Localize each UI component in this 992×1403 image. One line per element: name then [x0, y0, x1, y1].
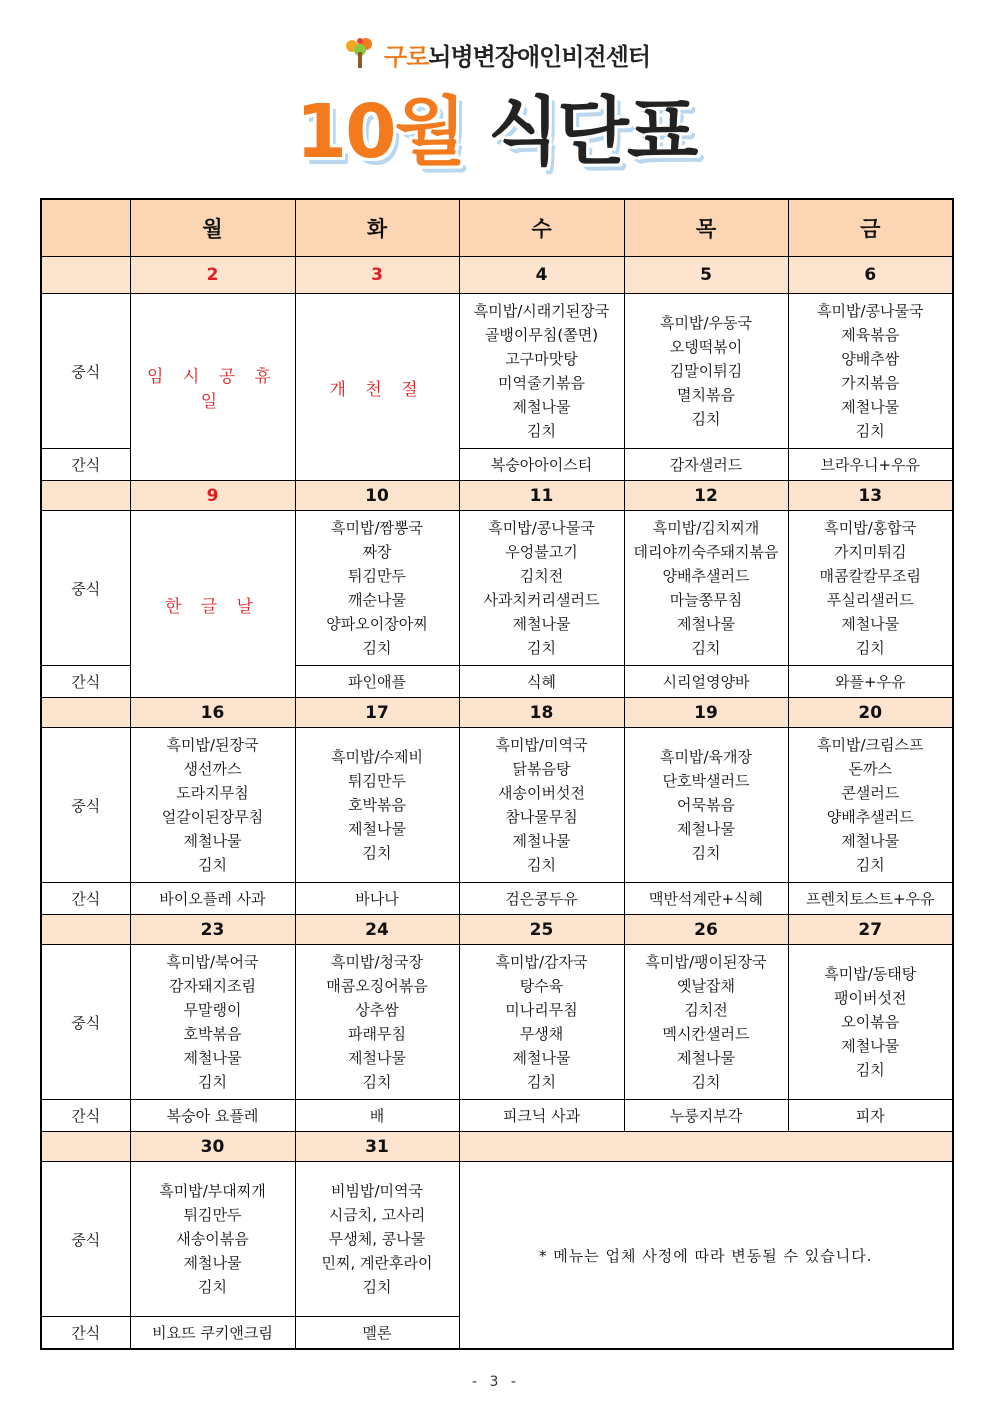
date-cell: 11 [459, 481, 624, 511]
menu-item: 제철나물 [512, 1049, 571, 1067]
menu-item: 고구마맛탕 [505, 350, 578, 368]
date-cell: 5 [624, 257, 788, 294]
date-cell: 12 [624, 481, 788, 511]
lunch-label: 중식 [41, 945, 130, 1100]
menu-item: 새송이버섯전 [498, 784, 585, 802]
day-header: 화 [295, 199, 459, 257]
menu-item: 매콤칼칼무조림 [819, 567, 921, 585]
menu-item: 김치전 [684, 1001, 728, 1019]
snack-cell: 바나나 [295, 883, 459, 915]
menu-item: 오이볶음 [841, 1013, 900, 1031]
menu-item: 김치 [527, 1073, 556, 1091]
menu-item: 사과치커리샐러드 [483, 591, 600, 609]
lunch-row [41, 945, 953, 1100]
menu-item: 무생체, 콩나물 [328, 1230, 426, 1248]
date-cell: 16 [130, 698, 295, 728]
menu-item: 흑미밥/김치찌개 [652, 519, 760, 537]
menu-item: 닭볶음탕 [512, 760, 571, 778]
menu-item: 흑미밥/미역국 [495, 736, 588, 754]
snack-label: 간식 [41, 1100, 130, 1132]
menu-item: 양파오이장아찌 [326, 615, 428, 633]
menu-item: 멕시칸샐러드 [662, 1025, 750, 1043]
snack-cell: 파인애플 [295, 666, 459, 698]
snack-label: 간식 [41, 666, 130, 698]
date-row [41, 257, 953, 294]
menu-item: 김치전 [519, 567, 564, 585]
menu-item: 짜장 [362, 543, 392, 561]
menu-item: 얼갈이된장무침 [161, 808, 264, 826]
menu-item: 흑미밥/홍합국 [824, 519, 917, 537]
menu-item: 흑미밥/콩나물국 [488, 519, 595, 537]
day-header: 월 [130, 199, 295, 257]
menu-cell [624, 511, 788, 666]
date-row [41, 698, 953, 728]
snack-cell: 누룽지부각 [624, 1100, 788, 1132]
lunch-row [41, 1162, 953, 1317]
menu-item: 호박볶음 [348, 796, 406, 814]
snack-cell: 복숭아 요플레 [130, 1100, 295, 1132]
menu-item: 제철나물 [677, 1049, 735, 1067]
lunch-row [41, 294, 953, 449]
menu-item: 김치 [362, 1278, 392, 1296]
menu-item: 무생채 [519, 1025, 564, 1043]
menu-item: 김치 [691, 410, 721, 428]
menu-cell [459, 511, 624, 666]
snack-cell: 맥반석계란+식혜 [624, 883, 788, 915]
menu-cell [130, 1162, 295, 1317]
menu-item: 골뱅이무침(쫄면) [484, 326, 599, 344]
menu-change-note: * 메뉴는 업체 사정에 따라 변동될 수 있습니다. [459, 1162, 953, 1350]
menu-item: 김치 [362, 1073, 392, 1091]
menu-item: 흑미밥/우동국 [660, 314, 752, 332]
menu-item: 흑미밥/감자국 [495, 953, 588, 971]
date-row [41, 915, 953, 945]
date-row-label [41, 915, 130, 945]
menu-cell [130, 728, 295, 883]
menu-item: 단호박샐러드 [662, 772, 750, 790]
snack-label: 간식 [41, 449, 130, 481]
menu-item: 흑미밥/동태탕 [824, 965, 917, 983]
page-title [0, 82, 992, 182]
menu-item: 탕수육 [519, 977, 564, 995]
menu-item: 어묵볶음 [677, 796, 735, 814]
menu-item: 김치 [855, 1061, 885, 1079]
date-cell: 27 [788, 915, 953, 945]
menu-item: 미역줄기볶음 [498, 374, 585, 392]
menu-item: 제철나물 [512, 398, 571, 416]
menu-item: 김치 [527, 639, 556, 657]
menu-cell [459, 945, 624, 1100]
menu-item: 푸실리샐러드 [826, 591, 914, 609]
snack-row [41, 1100, 953, 1132]
menu-item: 김치 [855, 639, 885, 657]
menu-item: 제철나물 [183, 832, 242, 850]
menu-item: 제철나물 [512, 832, 571, 850]
menu-item: 제철나물 [841, 398, 900, 416]
menu-item: 김치 [527, 422, 556, 440]
menu-item: 흑미밥/콩나물국 [817, 302, 924, 320]
menu-item: 도라지무침 [176, 784, 249, 802]
center-logo [0, 34, 992, 74]
menu-item: 흑미밥/부대찌개 [159, 1182, 266, 1200]
menu-cell [788, 511, 953, 666]
menu-item: 제철나물 [183, 1254, 242, 1272]
menu-cell [130, 945, 295, 1100]
menu-item: 제철나물 [677, 820, 735, 838]
menu-item: 김치 [198, 1278, 227, 1296]
date-row [41, 481, 953, 511]
menu-item: 가지볶음 [841, 374, 900, 392]
date-row-label [41, 257, 130, 294]
title-text: 식단표 [487, 89, 697, 175]
menu-item: 제철나물 [183, 1049, 242, 1067]
snack-cell: 피자 [788, 1100, 953, 1132]
menu-item: 무말랭이 [183, 1001, 242, 1019]
snack-cell: 감자샐러드 [624, 449, 788, 481]
menu-item: 시금치, 고사리 [328, 1206, 426, 1224]
menu-item: 흑미밥/크림스프 [817, 736, 924, 754]
menu-item: 새송이볶음 [176, 1230, 249, 1248]
menu-table [40, 198, 954, 1350]
menu-cell [624, 728, 788, 883]
date-cell: 23 [130, 915, 295, 945]
date-cell: 4 [459, 257, 624, 294]
menu-item: 우엉불고기 [505, 543, 578, 561]
menu-item: 흑미밥/수제비 [331, 748, 423, 766]
title-month: 10월 [295, 89, 465, 175]
menu-cell [624, 945, 788, 1100]
menu-item: 제철나물 [841, 615, 900, 633]
day-header-row [41, 199, 953, 257]
menu-item: 옛날잡채 [677, 977, 735, 995]
date-cell: 9 [130, 481, 295, 511]
menu-item: 김치 [855, 856, 885, 874]
menu-item: 양배추샐러드 [662, 567, 750, 585]
date-row-label [41, 698, 130, 728]
snack-row [41, 883, 953, 915]
menu-item: 콘샐러드 [841, 784, 900, 802]
menu-cell [295, 511, 459, 666]
menu-cell [295, 728, 459, 883]
menu-item: 흑미밥/북어국 [166, 953, 259, 971]
menu-item: 가지미튀김 [834, 543, 907, 561]
menu-item: 제육볶음 [841, 326, 900, 344]
menu-item: 김치 [691, 1073, 721, 1091]
menu-item: 팽이버섯전 [834, 989, 907, 1007]
snack-cell: 시리얼영양바 [624, 666, 788, 698]
snack-cell: 프렌치토스트+우유 [788, 883, 953, 915]
menu-item: 김치 [362, 639, 392, 657]
menu-item: 참나물무침 [505, 808, 578, 826]
menu-item: 흑미밥/짬뽕국 [331, 519, 423, 537]
menu-item: 튀김만두 [348, 772, 406, 790]
date-cell: 10 [295, 481, 459, 511]
empty-date-cell [459, 1132, 953, 1162]
menu-item: 김치 [527, 856, 556, 874]
menu-item: 제철나물 [841, 1037, 900, 1055]
menu-item: 양배추샐러드 [826, 808, 914, 826]
menu-item: 튀김만두 [183, 1206, 242, 1224]
date-cell: 2 [130, 257, 295, 294]
menu-item: 미나리무침 [505, 1001, 578, 1019]
menu-item: 돈까스 [848, 760, 892, 778]
snack-cell: 식혜 [459, 666, 624, 698]
date-row-label [41, 481, 130, 511]
snack-cell: 비요뜨 쿠키앤크림 [130, 1317, 295, 1350]
date-cell: 3 [295, 257, 459, 294]
date-cell: 25 [459, 915, 624, 945]
menu-item: 김치 [362, 844, 392, 862]
menu-item: 제철나물 [677, 615, 735, 633]
menu-cell [295, 945, 459, 1100]
menu-item: 생선까스 [183, 760, 242, 778]
menu-item: 튀김만두 [348, 567, 406, 585]
menu-cell [459, 294, 624, 449]
date-cell: 26 [624, 915, 788, 945]
lunch-label: 중식 [41, 1162, 130, 1317]
menu-item: 김말이튀김 [669, 362, 743, 380]
snack-cell: 바이오플레 사과 [130, 883, 295, 915]
holiday-cell: 한 글 날 [130, 511, 295, 698]
menu-cell [624, 294, 788, 449]
date-row-label [41, 1132, 130, 1162]
menu-item: 호박볶음 [183, 1025, 242, 1043]
lunch-label: 중식 [41, 511, 130, 666]
lunch-label: 중식 [41, 728, 130, 883]
menu-item: 마늘쫑무침 [669, 591, 743, 609]
date-cell: 24 [295, 915, 459, 945]
corner-cell [41, 199, 130, 257]
menu-item: 양배추쌈 [841, 350, 900, 368]
menu-cell [788, 294, 953, 449]
menu-item: 상추쌈 [355, 1001, 399, 1019]
menu-item: 흑미밥/청국장 [331, 953, 423, 971]
menu-item: 김치 [198, 1073, 227, 1091]
snack-label: 간식 [41, 1317, 130, 1350]
holiday-cell: 임 시 공 휴 일 [130, 294, 295, 481]
date-cell: 20 [788, 698, 953, 728]
menu-item: 비빔밥/미역국 [331, 1182, 423, 1200]
date-row [41, 1132, 953, 1162]
menu-item: 깨순나물 [348, 591, 406, 609]
menu-cell [459, 728, 624, 883]
snack-cell: 검은콩두유 [459, 883, 624, 915]
date-cell: 19 [624, 698, 788, 728]
menu-item: 흑미밥/육개장 [660, 748, 752, 766]
lunch-row [41, 728, 953, 883]
menu-item: 민찌, 계란후라이 [321, 1254, 433, 1272]
page-number: - 3 - [472, 1374, 520, 1390]
snack-cell: 와플+우유 [788, 666, 953, 698]
menu-item: 매콤오징어볶음 [326, 977, 428, 995]
snack-label: 간식 [41, 883, 130, 915]
menu-item: 데리야끼숙주돼지볶음 [633, 543, 779, 561]
menu-item: 김치 [198, 856, 227, 874]
date-cell: 6 [788, 257, 953, 294]
date-cell: 31 [295, 1132, 459, 1162]
center-name: 구로뇌병변장애인비전센터 [383, 42, 651, 71]
menu-item: 김치 [855, 422, 885, 440]
menu-item: 흑미밥/시래기된장국 [473, 302, 610, 320]
snack-cell: 피크닉 사과 [459, 1100, 624, 1132]
lunch-row [41, 511, 953, 666]
day-header: 금 [788, 199, 953, 257]
date-cell: 18 [459, 698, 624, 728]
tree-person-icon [342, 36, 378, 72]
date-cell: 17 [295, 698, 459, 728]
date-cell: 13 [788, 481, 953, 511]
menu-item: 김치 [691, 639, 721, 657]
menu-item: 김치 [691, 844, 721, 862]
day-header: 목 [624, 199, 788, 257]
menu-item: 멸치볶음 [677, 386, 735, 404]
lunch-label: 중식 [41, 294, 130, 449]
snack-cell: 배 [295, 1100, 459, 1132]
snack-cell: 복숭아아이스티 [459, 449, 624, 481]
menu-item: 제철나물 [841, 832, 900, 850]
menu-item: 흑미밥/팽이된장국 [645, 953, 767, 971]
menu-item: 제철나물 [348, 820, 406, 838]
menu-item: 감자돼지조림 [169, 977, 256, 995]
menu-item: 제철나물 [512, 615, 571, 633]
date-cell: 30 [130, 1132, 295, 1162]
menu-cell [295, 1162, 459, 1317]
menu-cell [788, 945, 953, 1100]
day-header: 수 [459, 199, 624, 257]
menu-item: 파래무침 [348, 1025, 406, 1043]
holiday-cell: 개 천 절 [295, 294, 459, 481]
snack-cell: 브라우니+우유 [788, 449, 953, 481]
menu-cell [788, 728, 953, 883]
menu-item: 오뎅떡볶이 [669, 338, 743, 356]
menu-item: 흑미밥/된장국 [166, 736, 259, 754]
menu-item: 제철나물 [348, 1049, 406, 1067]
snack-cell: 멜론 [295, 1317, 459, 1350]
